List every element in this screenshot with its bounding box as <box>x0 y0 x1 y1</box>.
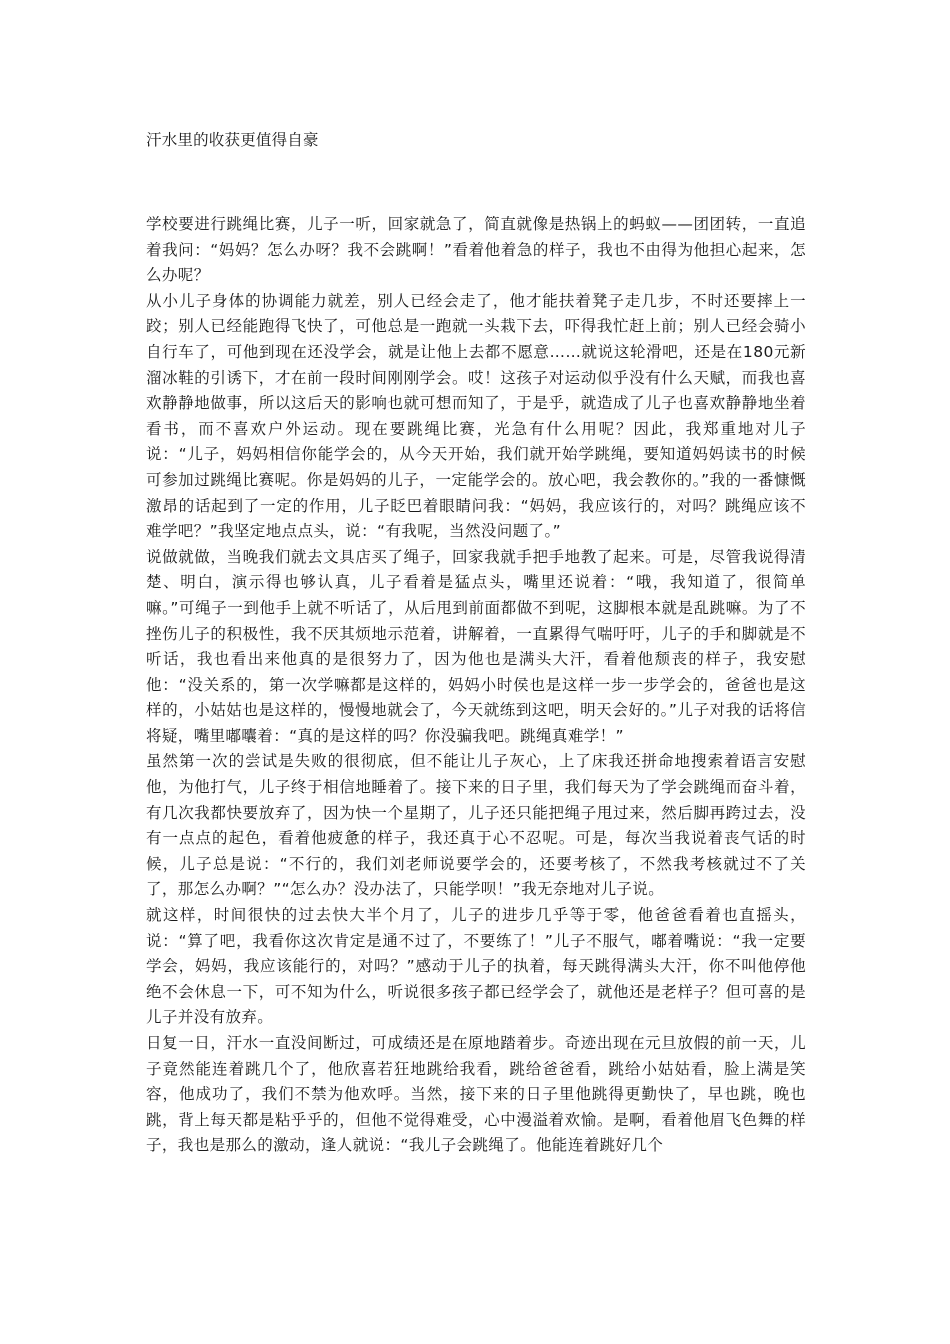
body-paragraph-1: 学校要进行跳绳比赛，儿子一听，回家就急了，简直就像是热锅上的蚂蚁——团团转，一直追着我问：“妈妈？怎么办呀？我不会跳啊！”看着他着急的样子，我也不由得为他担心起来，怎么办呢？ <box>146 215 806 285</box>
body-paragraph-3: 说做就做，当晚我们就去文具店买了绳子，回家我就手把手地教了起来。可是，尽管我说得清楚、明白，演示得也够认真，儿子看着是猛点头，嘴里还说着：“哦，我知道了，很简单嘛。”可绳子一到他手上就不听话了，从后甩到前面都做不到呢，这脚根本就是乱跳嘛。为了不挫伤儿子的积极性，我不厌其烦地示范着，讲解着，一直累得气喘吁吁，儿子的手和脚就是不听话，我也看出来他真的是很努力了，因为他也是满头大汗，看着他颓丧的样子，我安慰他：“没关系的，第一次学嘛都是这样的，妈妈小时侯也是这样一步一步学会的，爸爸也是这样的，小姑姑也是这样的，慢慢地就会了，今天就练到这吧，明天会好的。”儿子对我的话将信将疑，嘴里嘟囔着：“真的是这样的吗？你没骗我吧。跳绳真难学！” <box>146 547 806 745</box>
body-paragraph-5: 就这样，时间很快的过去快大半个月了，儿子的进步几乎等于零，他爸爸看着也直摇头，说：“算了吧，我看你这次肯定是通不过了，不要练了！”儿子不服气，嘟着嘴说：“我一定要学会，妈妈，我应该能行的，对吗？”感动于儿子的执着，每天跳得满头大汗，你不叫他停他绝不会休息一下，可不知为什么，听说很多孩子都已经学会了，就他还是老样子？但可喜的是儿子并没有放弃。 <box>146 906 806 1027</box>
body-paragraph-4: 虽然第一次的尝试是失败的很彻底，但不能让儿子灰心，上了床我还拼命地搜索着语言安慰他，为他打气，儿子终于相信地睡着了。接下来的日子里，我们每天为了学会跳绳而奋斗着，有几次我都快要放弃了，因为快一个星期了，儿子还只能把绳子甩过来，然后脚再跨过去，没有一点点的起色，看着他疲惫的样子，我还真于心不忍呢。可是，每次当我说着丧气话的时候，儿子总是说：“不行的，我们刘老师说要学会的，还要考核了，不然我考核就过不了关了，那怎么办啊？”“怎么办？没办法了，只能学呗！”我无奈地对儿子说。 <box>146 752 806 899</box>
body-paragraph-6: 日复一日，汗水一直没间断过，可成绩还是在原地踏着步。奇迹出现在元旦放假的前一天，儿子竟然能连着跳几个了，他欣喜若狂地跳给我看，跳给爸爸看，跳给小姑姑看，脸上满是笑容，他成功了，我们不禁为他欢呼。当然，接下来的日子里他跳得更勤快了，早也跳，晚也跳，背上每天都是粘乎乎的，但他不觉得难受，心中漫溢着欢愉。是啊，看着他眉飞色舞的样子，我也是那么的激动，逢人就说：“我儿子会跳绳了。他能连着跳好几个 <box>146 1034 806 1155</box>
document-title: 汗水里的收获更值得自豪 <box>146 131 319 149</box>
document-body <box>146 212 806 1159</box>
body-paragraph-2: 从小儿子身体的协调能力就差，别人已经会走了，他才能扶着凳子走几步，不时还要摔上一跤；别人已经能跑得飞快了，可他总是一跑就一头栽下去，吓得我忙赶上前；别人已经会骑小自行车了，可他到现在还没学会，就是让他上去都不愿意……就说这轮滑吧，还是在180元新溜冰鞋的引诱下，才在前一段时间刚刚学会。哎！这孩子对运动似乎没有什么天赋，而我也喜欢静静地做事，所以这后天的影响也就可想而知了，于是乎，就造成了儿子也喜欢静静地坐着看书，而不喜欢户外运动。现在要跳绳比赛，光急有什么用呢？因此，我郑重地对儿子说：“儿子，妈妈相信你能学会的，从今天开始，我们就开始学跳绳，要知道妈妈读书的时候可参加过跳绳比赛呢。你是妈妈的儿子，一定能学会的。放心吧，我会教你的。”我的一番慷慨激昂的话起到了一定的作用，儿子眨巴着眼睛问我：“妈妈，我应该行的，对吗？跳绳应该不难学吧？”我坚定地点点头，说：“有我呢，当然没问题了。” <box>146 291 806 541</box>
